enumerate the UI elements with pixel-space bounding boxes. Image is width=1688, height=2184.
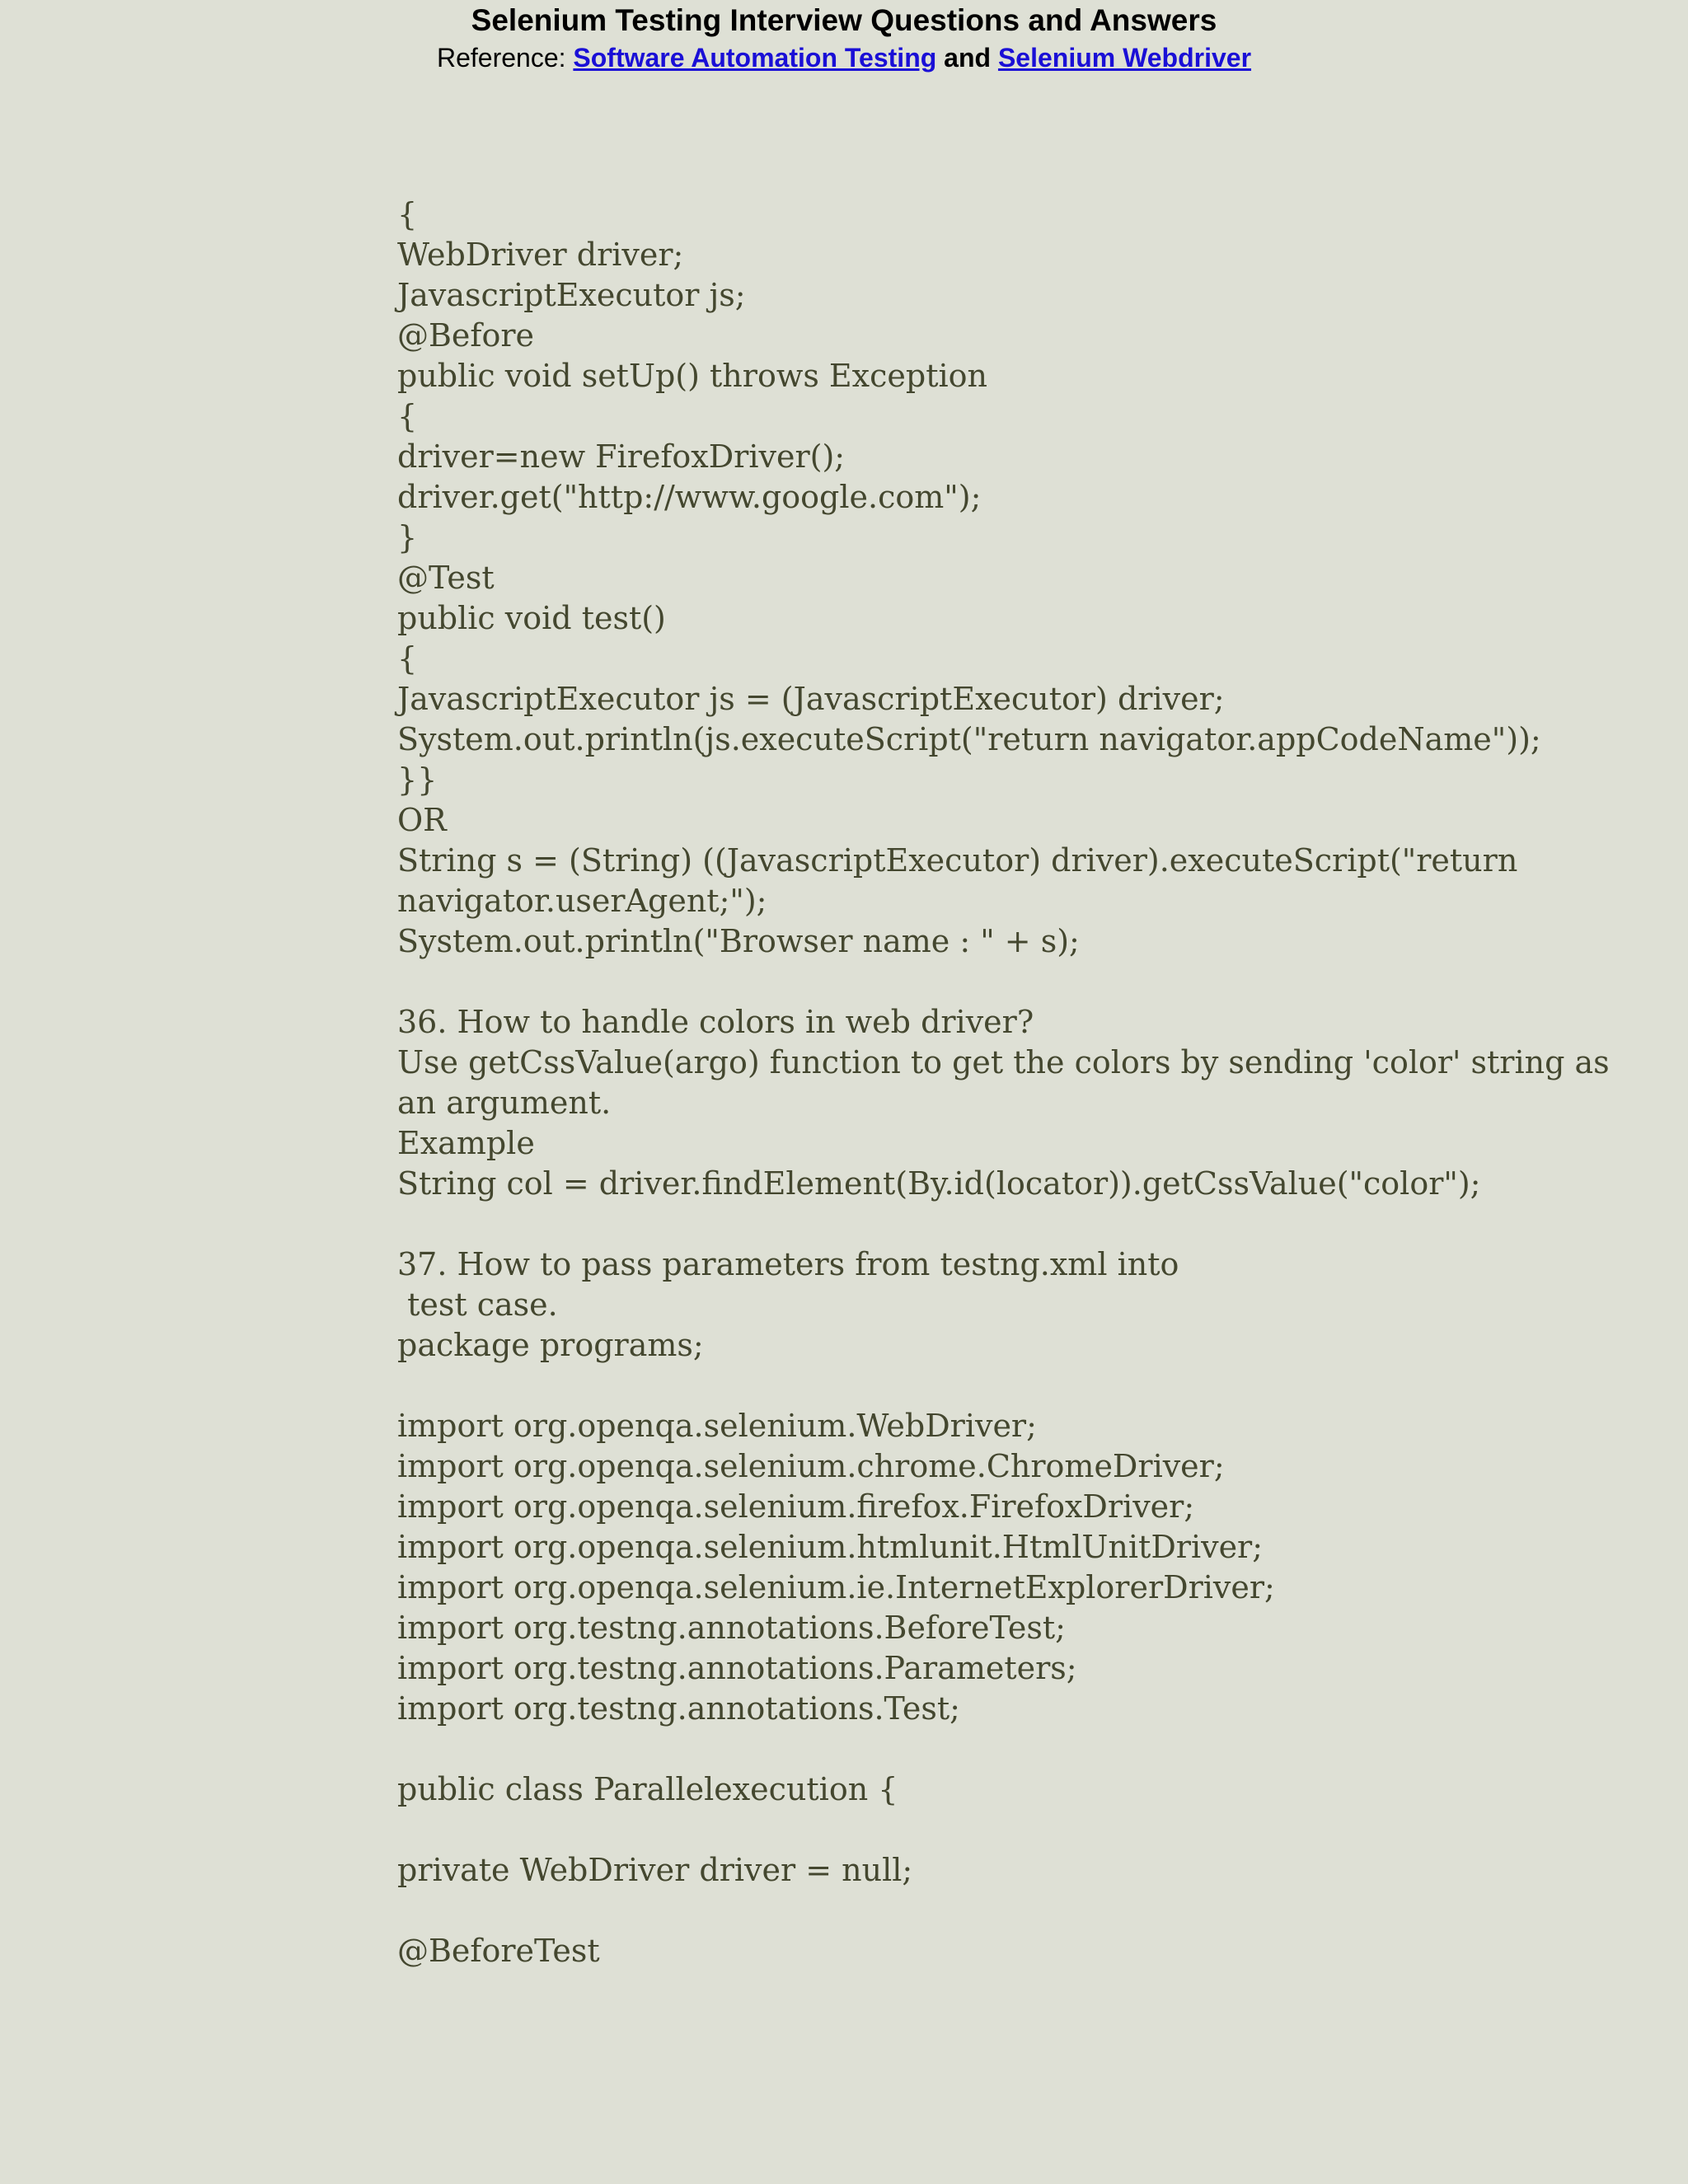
text-line: WebDriver driver; xyxy=(397,237,684,273)
text-line: import org.openqa.selenium.ie.InternetExplorerDriver; xyxy=(397,1569,1275,1605)
text-line: public void setUp() throws Exception xyxy=(397,358,987,394)
text-line: String s = (String) ((JavascriptExecutor) driver).executeScript("return xyxy=(397,842,1518,879)
text-line: import org.openqa.selenium.WebDriver; xyxy=(397,1408,1037,1444)
text-line: package programs; xyxy=(397,1327,704,1363)
text-line: import org.testng.annotations.Test; xyxy=(397,1690,960,1727)
text-line: { xyxy=(397,398,418,434)
text-line: driver=new FirefoxDriver(); xyxy=(397,438,846,475)
text-line: @Before xyxy=(397,317,535,354)
text-line: 36. How to handle colors in web driver? xyxy=(397,1004,1034,1040)
text-line: import org.openqa.selenium.chrome.ChromeDriver; xyxy=(397,1448,1225,1484)
text-line: System.out.println("Browser name : " + s); xyxy=(397,923,1080,959)
blank-line xyxy=(397,1366,1601,1406)
blank-line xyxy=(397,1810,1601,1850)
text-line: Use getCssValue(argo) function to get the colors by sending 'color' string as xyxy=(397,1044,1610,1080)
text-line: { xyxy=(397,640,418,677)
reference-line xyxy=(0,40,1688,76)
text-line: import org.openqa.selenium.firefox.FirefoxDriver; xyxy=(397,1488,1195,1525)
text-line: JavascriptExecutor js = (JavascriptExecutor) driver; xyxy=(397,681,1225,717)
text-line: 37. How to pass parameters from testng.xml into xyxy=(397,1246,1179,1282)
and-text: and xyxy=(944,43,992,73)
text-line: private WebDriver driver = null; xyxy=(397,1852,913,1888)
text-line: an argument. xyxy=(397,1085,612,1121)
page-title: Selenium Testing Interview Questions and Answers xyxy=(471,3,1217,37)
blank-line xyxy=(397,1891,1601,1931)
text-line: String col = driver.findElement(By.id(locator)).getCssValue("color"); xyxy=(397,1165,1481,1202)
text-line: @BeforeTest xyxy=(397,1933,600,1969)
blank-line xyxy=(397,1729,1601,1769)
text-line: { xyxy=(397,196,418,232)
text-line: public class Parallelexecution { xyxy=(397,1771,898,1807)
document-body xyxy=(397,194,1610,1971)
text-line: import org.openqa.selenium.htmlunit.HtmlUnitDriver; xyxy=(397,1529,1264,1565)
text-line: public void test() xyxy=(397,600,666,636)
reference-label: Reference: xyxy=(436,43,566,73)
text-line: System.out.println(js.executeScript("return navigator.appCodeName")); xyxy=(397,721,1541,757)
text-line: import org.testng.annotations.BeforeTest; xyxy=(397,1610,1066,1646)
blank-line xyxy=(397,962,1601,1002)
text-line: }} xyxy=(397,762,438,798)
blank-line xyxy=(397,1204,1601,1244)
text-line: import org.testng.annotations.Parameters; xyxy=(397,1650,1077,1686)
text-line: JavascriptExecutor js; xyxy=(397,277,746,313)
software-automation-testing-link[interactable]: Software Automation Testing xyxy=(573,43,937,73)
text-line: test case. xyxy=(397,1286,558,1323)
text-line: } xyxy=(397,519,418,555)
text-line: navigator.userAgent;"); xyxy=(397,883,767,919)
selenium-webdriver-link[interactable]: Selenium Webdriver xyxy=(997,43,1252,73)
text-line: OR xyxy=(397,802,447,838)
text-line: @Test xyxy=(397,560,495,596)
text-line: driver.get("http://www.google.com"); xyxy=(397,479,982,515)
text-line: Example xyxy=(397,1125,535,1161)
